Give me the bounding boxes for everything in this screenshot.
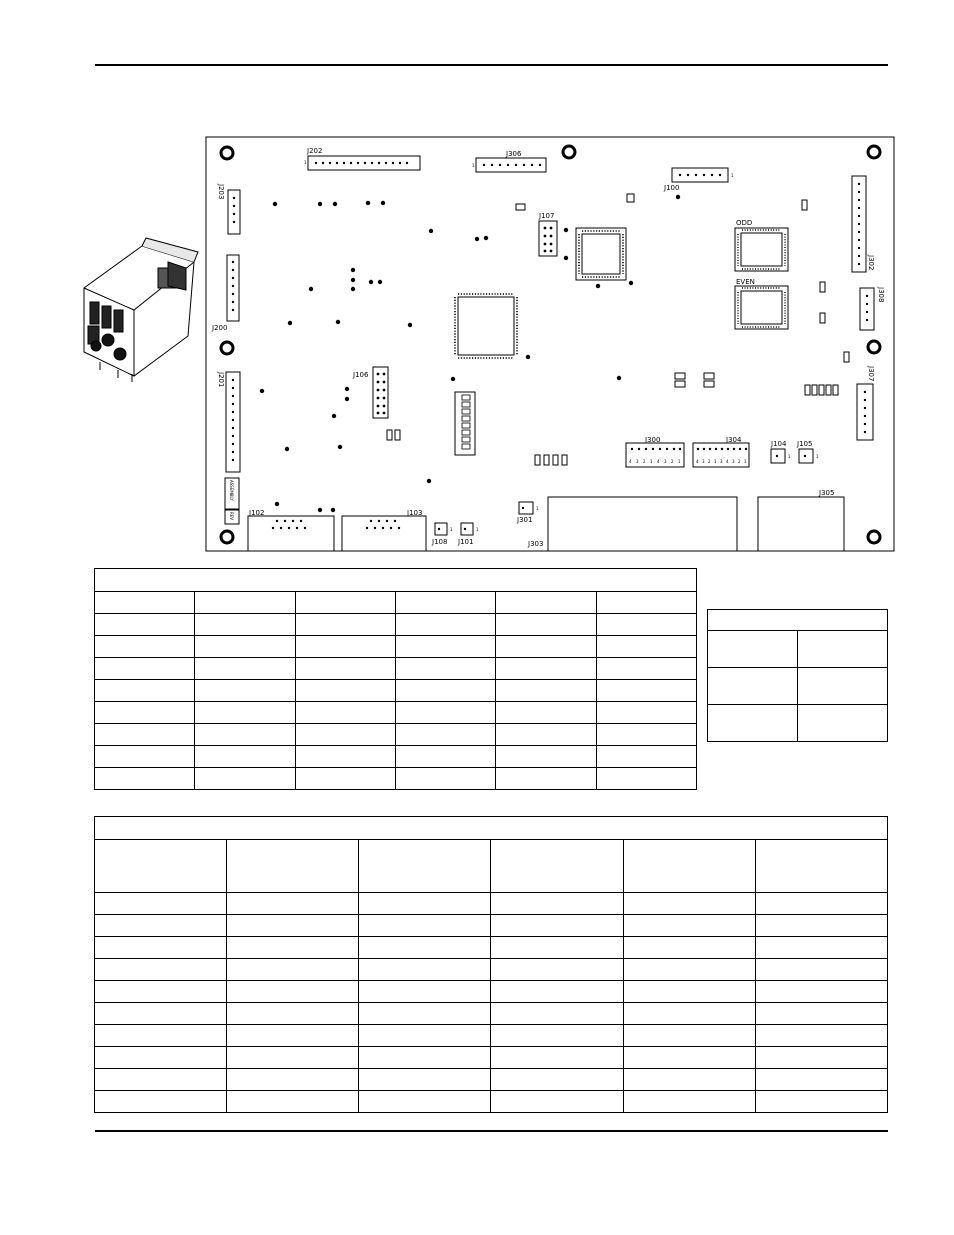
j103-label: J103 bbox=[407, 509, 423, 517]
j304-pin-4b: 4 bbox=[726, 459, 729, 464]
j300-pin-3a: 3 bbox=[636, 459, 639, 464]
table-row bbox=[95, 702, 697, 724]
cabinet-illustration bbox=[84, 238, 198, 382]
table-row bbox=[95, 1003, 888, 1025]
table-row bbox=[95, 1047, 888, 1069]
table-row bbox=[95, 658, 697, 680]
j306-pin1-label: 1 bbox=[472, 163, 475, 168]
table-row bbox=[95, 915, 888, 937]
table-row bbox=[708, 668, 888, 705]
even-chip-label: EVEN bbox=[736, 278, 755, 286]
j106-label: J106 bbox=[353, 371, 369, 379]
j307-label: J307 bbox=[867, 366, 875, 382]
footer-rule bbox=[95, 1130, 888, 1132]
j300-connector bbox=[626, 443, 684, 467]
j106-connector bbox=[373, 367, 388, 418]
j304-pin-3b: 3 bbox=[720, 459, 723, 464]
table-row bbox=[95, 680, 697, 702]
j308-label: J308 bbox=[877, 287, 885, 303]
j102-label: J102 bbox=[249, 509, 265, 517]
j305-connector bbox=[758, 497, 844, 551]
j301-connector bbox=[519, 502, 533, 514]
table-row bbox=[95, 937, 888, 959]
j300-pin-2b: 2 bbox=[671, 459, 674, 464]
connector-table-b bbox=[707, 609, 888, 742]
table-row bbox=[708, 631, 888, 668]
table-row bbox=[95, 746, 697, 768]
j203-connector bbox=[228, 190, 240, 234]
j300-label: J300 bbox=[645, 436, 661, 444]
table-row bbox=[95, 981, 888, 1003]
j101-connector bbox=[461, 523, 473, 535]
j107-label: J107 bbox=[539, 212, 555, 220]
j304-pin-4: 4 bbox=[696, 459, 699, 464]
table-row bbox=[95, 1025, 888, 1047]
j105-label: J105 bbox=[797, 440, 813, 448]
j300-pin-3b: 3 bbox=[664, 459, 667, 464]
j102-connector bbox=[248, 516, 334, 551]
j301-pin1-label: 1 bbox=[536, 506, 539, 511]
table-b-title-row bbox=[708, 610, 888, 631]
table-row bbox=[95, 592, 697, 614]
j107-connector bbox=[539, 221, 557, 256]
j108-connector bbox=[435, 523, 447, 535]
j304-pin-1b: 1 bbox=[744, 459, 747, 464]
j304-pin-3c: 3 bbox=[732, 459, 735, 464]
table-row bbox=[95, 1069, 888, 1091]
j104-label: J104 bbox=[771, 440, 787, 448]
j303-connector bbox=[548, 497, 737, 551]
j303-label: J303 bbox=[528, 540, 544, 548]
table-row bbox=[95, 959, 888, 981]
j308-connector bbox=[860, 288, 874, 330]
j304-pin-1: 1 bbox=[714, 459, 717, 464]
j101-label: J101 bbox=[458, 538, 474, 546]
j301-label: J301 bbox=[517, 516, 533, 524]
j104-pin1-label: 1 bbox=[788, 454, 791, 459]
j300-pin-1a: 1 bbox=[650, 459, 653, 464]
j306-label: J306 bbox=[506, 150, 522, 158]
j105-pin1-label: 1 bbox=[816, 454, 819, 459]
table-row bbox=[95, 724, 697, 746]
connector-table-a bbox=[94, 568, 697, 790]
table-row bbox=[95, 614, 697, 636]
j304-label: J304 bbox=[726, 436, 742, 444]
j203-label: J203 bbox=[217, 184, 225, 200]
j201-label: J201 bbox=[217, 372, 225, 388]
j108-label: J108 bbox=[432, 538, 448, 546]
j300-pin-4b: 4 bbox=[657, 459, 660, 464]
table-row bbox=[95, 1091, 888, 1113]
j100-pin1-label: 1 bbox=[731, 173, 734, 178]
connector-table-c bbox=[94, 816, 888, 1113]
table-c-header-row bbox=[95, 840, 888, 893]
plcc-chip bbox=[576, 228, 626, 280]
j103-connector bbox=[342, 516, 426, 551]
j300-pin-4a: 4 bbox=[629, 459, 632, 464]
j305-label: J305 bbox=[819, 489, 835, 497]
table-a-title-row bbox=[95, 569, 697, 592]
j100-label: J100 bbox=[664, 184, 680, 192]
j304-pin-2b: 2 bbox=[738, 459, 741, 464]
j202-label: J202 bbox=[307, 147, 323, 155]
j202-pin1-label: 1 bbox=[304, 160, 307, 165]
even-eprom-chip bbox=[735, 286, 788, 329]
j304-pin-3: 3 bbox=[702, 459, 705, 464]
table-row bbox=[95, 636, 697, 658]
j200-label: J200 bbox=[212, 324, 228, 332]
main-processor-chip bbox=[455, 294, 517, 358]
j304-pins bbox=[697, 448, 747, 450]
j304-pin-2: 2 bbox=[708, 459, 711, 464]
table-c-title-row bbox=[95, 817, 888, 840]
odd-chip-label: ODD bbox=[736, 219, 753, 227]
table-row bbox=[95, 893, 888, 915]
odd-eprom-chip bbox=[735, 228, 788, 271]
j300-pin-2a: 2 bbox=[643, 459, 646, 464]
j300-pin-1b: 1 bbox=[678, 459, 681, 464]
assembly-label: ASSEMBLY bbox=[229, 480, 234, 501]
pcb-outline bbox=[206, 137, 894, 551]
j108-pin1-label: 1 bbox=[450, 527, 453, 532]
table-a-title-cell bbox=[95, 569, 697, 592]
pcb-layout-diagram bbox=[0, 0, 954, 560]
j302-label: J302 bbox=[867, 255, 875, 271]
j101-pin1-label: 1 bbox=[476, 527, 479, 532]
table-row bbox=[708, 705, 888, 742]
j306-connector bbox=[476, 158, 546, 172]
table-row bbox=[95, 768, 697, 790]
rev-label: REV bbox=[229, 512, 234, 521]
